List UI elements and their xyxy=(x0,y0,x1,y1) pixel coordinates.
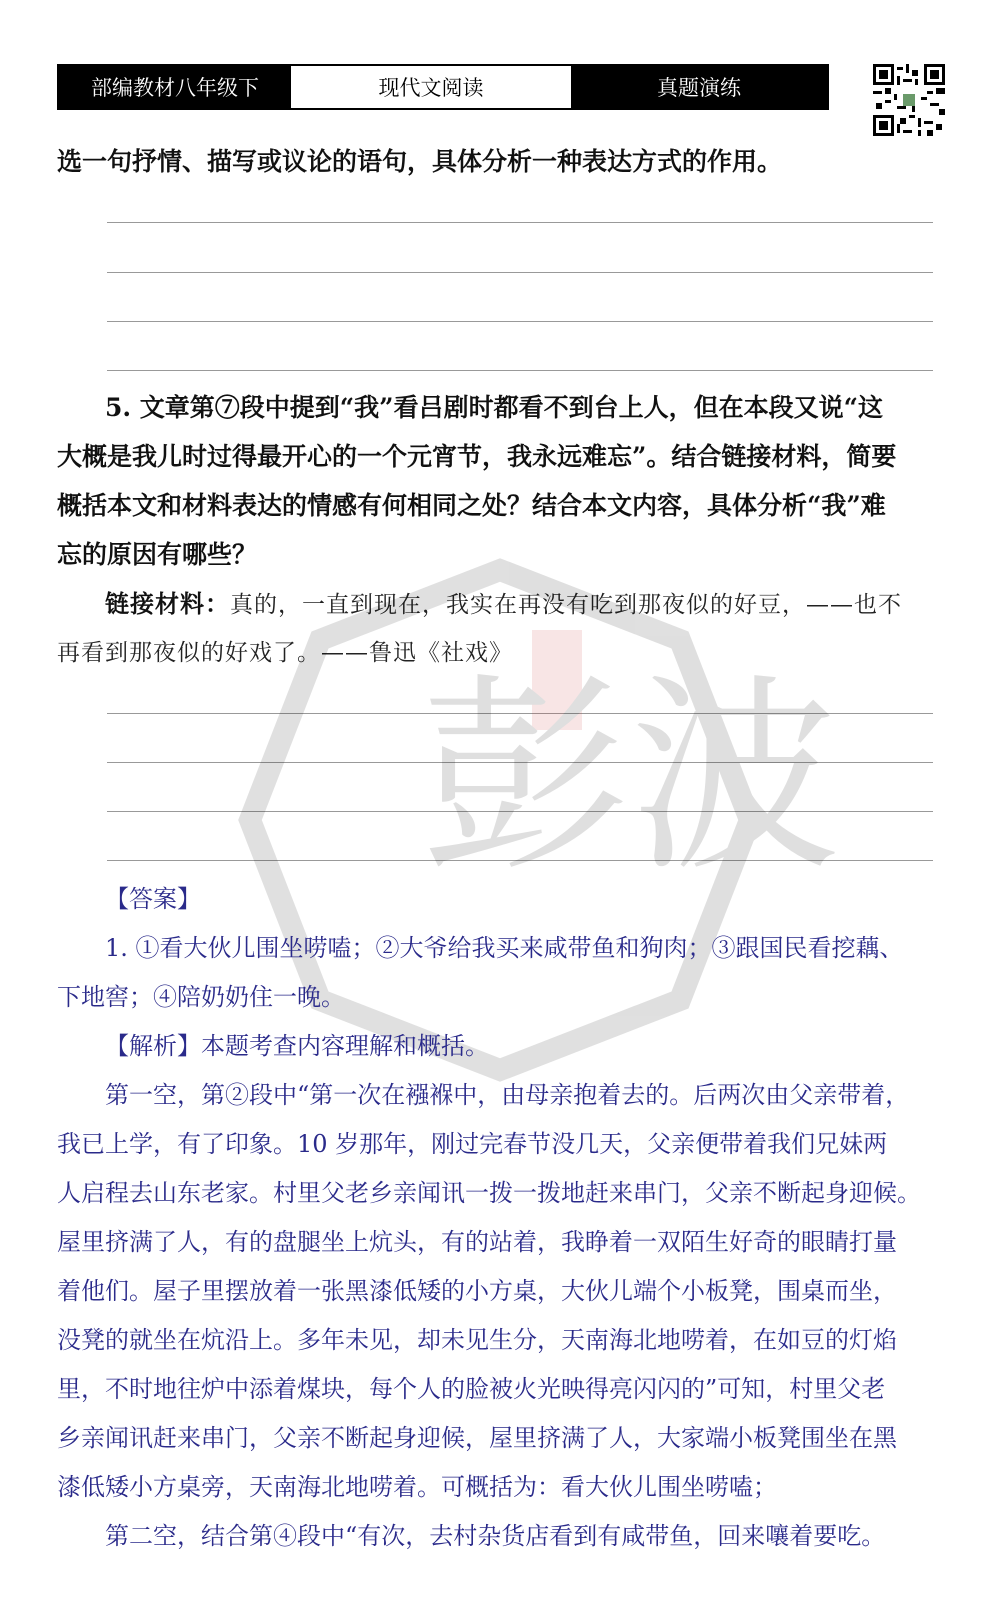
link-material-text-2: 再看到那夜似的好戏了。——鲁迅《社戏》 xyxy=(57,640,513,666)
analysis-para-line: 第二空，结合第④段中“有次，去村杂货店看到有咸带鱼，回来嚷着要吃。 xyxy=(105,1522,886,1550)
analysis-para-line: 人启程去山东老家。村里父老乡亲闻讯一拨一拨地赶来串门，父亲不断起身迎候。 xyxy=(57,1179,921,1207)
link-material-text: 真的，一直到现在，我实在再没有吃到那夜似的好豆，——也不 xyxy=(230,592,902,618)
analysis-para-line: 我已上学，有了印象。10 岁那年，刚过完春节没几天，父亲便带着我们兄妹两 xyxy=(57,1130,888,1158)
question-5-line2: 大概是我儿时过得最开心的一个元宵节，我永远难忘”。结合链接材料，简要 xyxy=(57,442,897,471)
answer-line xyxy=(107,272,933,273)
analysis-para-line: 第一空，第②段中“第一次在襁褓中，由母亲抱着去的。后两次由父亲带着， xyxy=(105,1081,910,1109)
analysis-para-line: 里，不时地往炉中添着煤块，每个人的脸被火光映得亮闪闪的”可知，村里父老 xyxy=(57,1375,886,1403)
header-grade: 部编教材八年级下 xyxy=(59,66,291,108)
analysis-para-line: 着他们。屋子里摆放着一张黑漆低矮的小方桌，大伙儿端个小板凳，围桌而坐， xyxy=(57,1277,897,1305)
header-section: 真题演练 xyxy=(571,66,827,108)
analysis xyxy=(105,1022,947,1071)
answer-heading: 【答案】 xyxy=(105,885,201,913)
analysis-para-line: 乡亲闻讯赶来串门，父亲不断起身迎候，屋里挤满了人，大家端小板凳围坐在黑 xyxy=(57,1424,897,1452)
question-5-line4: 忘的原因有哪些？ xyxy=(57,540,258,569)
answer-1-line1: 1. ①看大伙儿围坐唠嗑；②大爷给我买来咸带鱼和狗肉；③跟国民看挖藕、 xyxy=(105,934,904,962)
answer-line xyxy=(107,321,933,322)
header-bar xyxy=(57,64,829,110)
link-material-label: 链接材料： xyxy=(105,589,230,618)
answer-line xyxy=(107,811,933,812)
analysis-para-line: 没凳的就坐在炕沿上。多年未见，却未见生分，天南海北地唠着，在如豆的灯焰 xyxy=(57,1326,897,1354)
analysis-para-line: 屋里挤满了人，有的盘腿坐上炕头，有的站着，我睁着一双陌生好奇的眼睛打量 xyxy=(57,1228,897,1256)
answer-1-line2: 下地窖；④陪奶奶住一晚。 xyxy=(57,983,345,1011)
analysis-para-line: 漆低矮小方桌旁，天南海北地唠着。可概括为：看大伙儿围坐唠嗑； xyxy=(57,1473,777,1501)
answer-line xyxy=(107,713,933,714)
qr-code-icon xyxy=(873,64,945,136)
answer-line xyxy=(107,762,933,763)
header-topic: 现代文阅读 xyxy=(291,66,571,108)
answer-line xyxy=(107,860,933,861)
analysis-label: 【解析】 xyxy=(105,1032,201,1060)
analysis-text: 本题考查内容理解和概括。 xyxy=(201,1032,489,1060)
answer-line xyxy=(107,370,933,371)
question-5-line3: 概括本文和材料表达的情感有何相同之处？结合本文内容，具体分析“我”难 xyxy=(57,491,886,520)
watermark-text: 彭波 xyxy=(420,655,841,900)
question-4-tail: 选一句抒情、描写或议论的语句，具体分析一种表达方式的作用。 xyxy=(57,147,783,176)
link-material xyxy=(105,579,947,630)
answer-line xyxy=(107,222,933,223)
question-5-line1: 5. 文章第⑦段中提到“我”看吕剧时都看不到台上人，但在本段又说“这 xyxy=(105,393,883,422)
